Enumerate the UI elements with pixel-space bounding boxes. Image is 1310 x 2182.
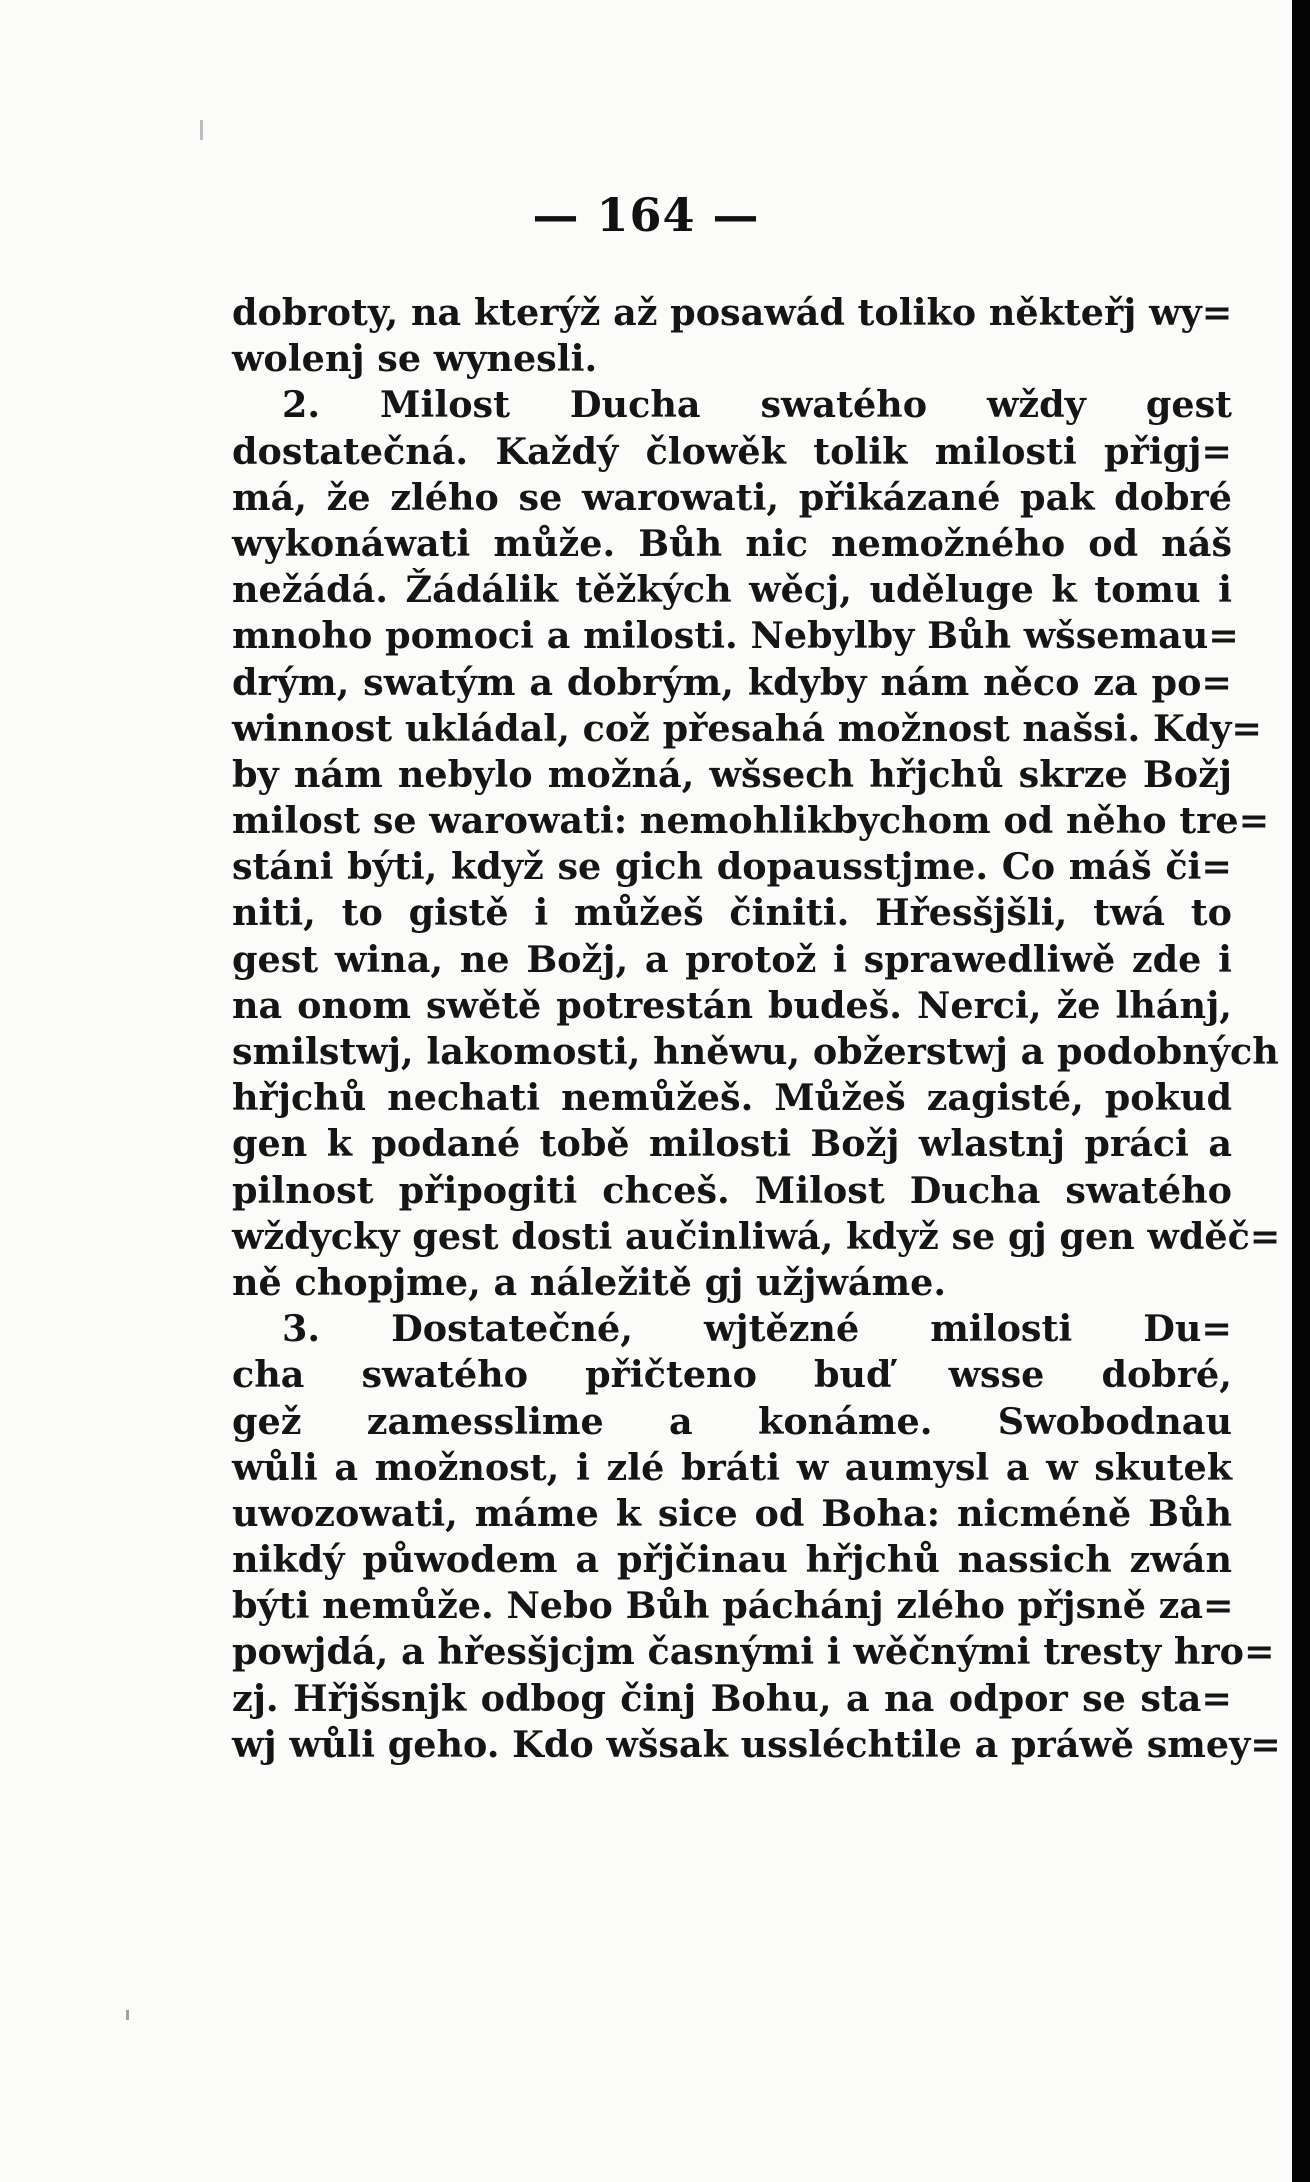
text-line: pilnost připogiti chceš. Milost Ducha swatého (232, 1168, 1232, 1212)
text-line: smilstwj, lakomosti, hněwu, obžerstwj a podobných (232, 1030, 1279, 1073)
text-line: powjdá, a hřesšjcjm časnými i wěčnými tresty hro= (232, 1630, 1275, 1674)
text-line: wykonáwati může. Bůh nic nemožného od náš (232, 521, 1232, 565)
text-line: gen k podané tobě milosti Božj wlastnj práci a (232, 1122, 1232, 1166)
text-line: winnost ukládal, což přesahá možnost našsi. Kdy= (232, 706, 1262, 750)
text-line: wj wůli geho. Kdo wšsak ussléchtile a práwě smey= (232, 1722, 1281, 1766)
text-line: drým, swatým a dobrým, kdyby nám něco za po= (232, 660, 1232, 704)
text-line: wůli a možnost, i zlé bráti w aumysl a w skutek (232, 1445, 1232, 1489)
text-line: dostatečná. Každý člowěk tolik milosti přigj= (232, 429, 1232, 473)
text-line: gest wina, ne Božj, a protož i sprawedliwě zde i (232, 937, 1232, 981)
text-line: by nám nebylo možná, wšsech hřjchů skrze Božj (232, 752, 1232, 796)
text-line: dobroty, na kterýž až posawád toliko někteřj wy= (232, 291, 1233, 334)
text-line: stáni býti, když se gich dopausstjme. Co máš či= (232, 845, 1232, 889)
text-line: uwozowati, máme k sice od Boha: nicméně Bůh (232, 1491, 1232, 1535)
page-number: — 164 — (532, 188, 760, 242)
text-line: wolenj se wynesli. (232, 337, 598, 381)
text-line: býti nemůže. Nebo Bůh páchánj zlého přjsně za= (232, 1584, 1234, 1628)
text-line: zj. Hřjšsnjk odbog činj Bohu, a na odpor se sta= (232, 1676, 1232, 1720)
text-line: nežádá. Žádálik těžkých wěcj, uděluge k tomu i (232, 568, 1232, 612)
text-line: nikdý půwodem a přjčinau hřjchů nassich zwán (232, 1538, 1232, 1582)
text-line: 3. Dostatečné, wjtězné milosti Du= (282, 1307, 1232, 1351)
text-line: ně chopjme, a náležitě gj užjwáme. (232, 1260, 947, 1304)
text-line: 2. Milost Ducha swatého wždy gest (282, 383, 1232, 427)
paper-speck (200, 120, 203, 140)
text-line: milost se warowati: nemohlikbychom od něho tre= (232, 799, 1270, 843)
text-line: gež zamesslime a konáme. Swobodnau (232, 1399, 1232, 1443)
text-line: wždycky gest dosti aučinliwá, když se gj gen wděč= (232, 1214, 1281, 1258)
text-line: cha swatého přičteno buď wsse dobré, (232, 1353, 1232, 1397)
body-text (232, 290, 1281, 1768)
text-line: má, že zlého se warowati, přikázané pak dobré (232, 475, 1232, 519)
text-line: mnoho pomoci a milosti. Nebylby Bůh wšsemau= (232, 614, 1239, 658)
text-line: niti, to gistě i můžeš činiti. Hřesšjšli, twá to (232, 891, 1232, 935)
text-line: na onom swětě potrestán budeš. Nerci, že lhánj, (232, 983, 1232, 1027)
page-edge-shadow (1292, 0, 1310, 2182)
paper-speck (126, 2010, 129, 2020)
text-line: hřjchů nechati nemůžeš. Můžeš zagisté, pokud (232, 1076, 1232, 1120)
